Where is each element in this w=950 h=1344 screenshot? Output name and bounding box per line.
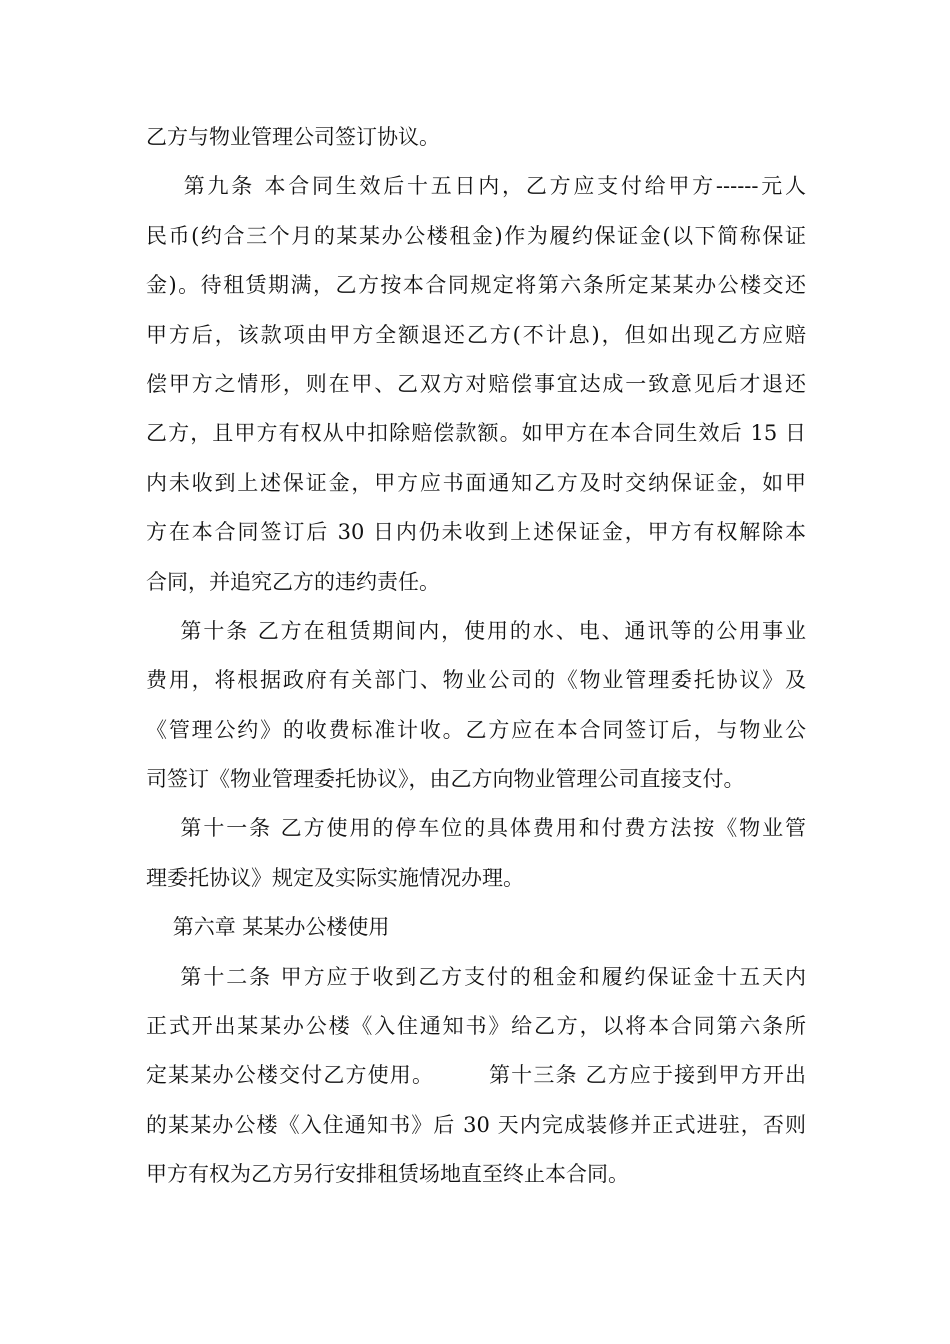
text-line-01: 乙方与物业管理公司签订协议。: [146, 125, 440, 149]
text-line-11: 第十条 乙方在租赁期间内，使用的水、电、通讯等的公用事业: [146, 618, 806, 643]
text-line-10: 合同，并追究乙方的违约责任。: [146, 569, 440, 594]
text-line-06: 偿甲方之情形，则在甲、乙双方对赔偿事宜达成一致意见后才退还: [146, 371, 806, 396]
text-line-16: 理委托协议》规定及实际实施情况办理。: [146, 865, 524, 890]
text-line-20: 定某某办公楼交付乙方使用。 第十三条 乙方应于接到甲方开出: [146, 1063, 806, 1088]
text-line-03: 民币(约合三个月的某某办公楼租金)作为履约保证金(以下简称保证: [146, 223, 806, 248]
text-line-18: 第十二条 甲方应于收到乙方支付的租金和履约保证金十五天内: [146, 964, 806, 989]
text-line-02: 第九条 本合同生效后十五日内，乙方应支付给甲方------元人: [146, 174, 806, 199]
text-line-07: 乙方，且甲方有权从中扣除赔偿款额。如甲方在本合同生效后 15 日: [146, 421, 806, 446]
text-line-19: 正式开出某某办公楼《入住通知书》给乙方，以将本合同第六条所: [146, 1014, 806, 1039]
text-line-21: 的某某办公楼《入住通知书》后 30 天内完成装修并正式进驻，否则: [146, 1112, 806, 1137]
text-line-22: 甲方有权为乙方另行安排租赁场地直至终止本合同。: [146, 1162, 629, 1187]
text-line-12: 费用，将根据政府有关部门、物业公司的《物业管理委托协议》及: [146, 668, 806, 693]
text-line-08: 内未收到上述保证金，甲方应书面通知乙方及时交纳保证金，如甲: [146, 470, 806, 495]
chapter-heading: 第六章 某某办公楼使用: [146, 915, 390, 940]
document-body: [146, 113, 806, 1200]
text-line-09: 方在本合同签订后 30 日内仍未收到上述保证金，甲方有权解除本: [146, 520, 806, 545]
text-line-14: 司签订《物业管理委托协议》，由乙方向物业管理公司直接支付。: [146, 767, 745, 792]
text-line-05: 甲方后，该款项由甲方全额退还乙方(不计息)，但如出现乙方应赔: [146, 322, 806, 347]
text-line-04: 金)。待租赁期满，乙方按本合同规定将第六条所定某某办公楼交还: [146, 273, 806, 298]
text-line-13: 《管理公约》的收费标准计收。乙方应在本合同签订后，与物业公: [146, 717, 806, 742]
text-line-15: 第十一条 乙方使用的停车位的具体费用和付费方法按《物业管: [146, 816, 806, 841]
